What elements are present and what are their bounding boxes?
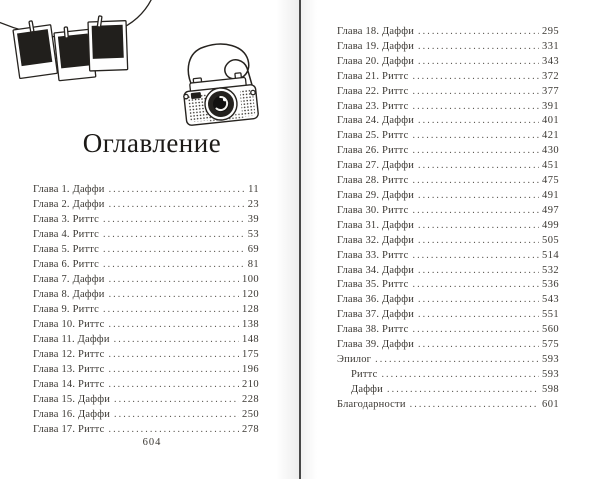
dot-leader <box>103 227 245 242</box>
toc-row <box>337 353 559 368</box>
toc-entry-label: Глава 37. Даффи <box>337 309 415 321</box>
dot-leader <box>418 189 539 204</box>
toc-entry-page: 278 <box>242 424 259 435</box>
dot-leader <box>418 219 539 234</box>
dot-leader <box>375 353 539 368</box>
toc-row <box>337 25 559 40</box>
toc-entry-label: Глава 7. Даффи <box>33 274 105 285</box>
toc-title: Оглавление <box>82 128 222 158</box>
toc-entry-page: 475 <box>542 175 559 187</box>
toc-entry-page: 505 <box>542 234 559 246</box>
toc-entry-label: Глава 34. Даффи <box>337 264 415 276</box>
toc-entry-label: Глава 38. Риттс <box>337 324 409 336</box>
toc-entry-label: Глава 32. Даффи <box>337 234 415 246</box>
toc-entry-page: 196 <box>242 364 259 375</box>
dot-leader <box>418 55 539 70</box>
toc-row <box>33 242 259 257</box>
toc-row <box>33 212 259 227</box>
toc-row <box>337 85 559 100</box>
toc-entry-label: Глава 28. Риттс <box>337 175 409 187</box>
dot-leader <box>412 70 539 85</box>
toc-row <box>337 383 559 398</box>
dot-leader <box>410 398 539 413</box>
toc-entry-label: Глава 26. Риттс <box>337 145 409 157</box>
toc-entry-label: Глава 14. Риттс <box>33 379 105 390</box>
toc-row <box>33 392 259 407</box>
toc-entry-label: Глава 1. Даффи <box>33 184 105 195</box>
dot-leader <box>103 257 245 272</box>
toc-row <box>337 100 559 115</box>
toc-entry-label: Глава 10. Риттс <box>33 319 105 330</box>
toc-row <box>337 114 559 129</box>
toc-row <box>33 422 259 437</box>
toc-entry-label: Глава 29. Даффи <box>337 189 415 201</box>
toc-entry-page: 451 <box>542 160 559 172</box>
dot-leader <box>412 278 539 293</box>
film-camera-icon <box>182 44 259 126</box>
dot-leader <box>412 100 539 115</box>
dot-leader <box>109 197 245 212</box>
toc-row <box>33 197 259 212</box>
polaroid-photos-clothesline-icon <box>0 0 153 81</box>
toc-entry-label: Глава 39. Даффи <box>337 339 415 351</box>
toc-row <box>337 293 559 308</box>
toc-entry-page: 175 <box>242 349 259 360</box>
toc-row <box>337 264 559 279</box>
toc-entry-label: Глава 9. Риттс <box>33 304 100 315</box>
toc-entry-label: Глава 33. Риттс <box>337 249 409 261</box>
toc-row <box>337 323 559 338</box>
toc-entry-label: Глава 13. Риттс <box>33 364 105 375</box>
toc-entry-label: Глава 35. Риттс <box>337 279 409 291</box>
toc-row <box>337 219 559 234</box>
toc-entry-label: Глава 5. Риттс <box>33 244 100 255</box>
toc-entry-page: 593 <box>542 353 559 365</box>
toc-entry-page: 128 <box>242 304 259 315</box>
toc-row <box>337 234 559 249</box>
toc-entry-page: 69 <box>247 244 259 255</box>
toc-entry-page: 138 <box>242 319 259 330</box>
toc-entry-page: 514 <box>542 249 559 261</box>
dot-leader <box>412 249 539 264</box>
toc-entry-label: Глава 24. Даффи <box>337 115 415 127</box>
toc-entry-page: 560 <box>542 324 559 336</box>
toc-entry-page: 601 <box>542 398 559 410</box>
dot-leader <box>418 25 539 40</box>
toc-entry-label: Глава 12. Риттс <box>33 349 105 360</box>
toc-list-left <box>33 182 259 437</box>
dot-leader <box>381 368 539 383</box>
dot-leader <box>114 392 239 407</box>
toc-entry-page: 250 <box>242 409 259 420</box>
toc-entry-label: Глава 23. Риттс <box>337 100 409 112</box>
dot-leader <box>418 264 539 279</box>
toc-row <box>337 398 559 413</box>
toc-row <box>337 189 559 204</box>
toc-row <box>33 272 259 287</box>
toc-entry-page: 343 <box>542 55 559 67</box>
dot-leader <box>418 293 539 308</box>
toc-entry-label: Глава 19. Даффи <box>337 40 415 52</box>
toc-entry-page: 532 <box>542 264 559 276</box>
dot-leader <box>108 362 239 377</box>
toc-entry-page: 295 <box>542 26 559 37</box>
toc-row <box>337 144 559 159</box>
dot-leader <box>412 144 539 159</box>
dot-leader <box>412 174 539 189</box>
toc-entry-page: 543 <box>542 294 559 306</box>
toc-entry-label: Глава 21. Риттс <box>337 70 409 82</box>
toc-entry-page: 23 <box>247 199 259 210</box>
dot-leader <box>412 129 539 144</box>
toc-entry-label: Благодарности <box>337 398 406 410</box>
toc-entry-label: Даффи <box>351 383 383 395</box>
dot-leader <box>418 114 539 129</box>
toc-row <box>337 40 559 55</box>
toc-entry-label: Глава 25. Риттс <box>337 130 409 142</box>
toc-entry-page: 421 <box>542 130 559 142</box>
toc-entry-label: Глава 27. Даффи <box>337 160 415 172</box>
toc-entry-page: 551 <box>542 309 559 321</box>
dot-leader <box>387 383 539 398</box>
toc-row <box>337 55 559 70</box>
dot-leader <box>412 204 539 219</box>
dot-leader <box>103 302 239 317</box>
toc-entry-label: Глава 11. Даффи <box>33 334 110 345</box>
toc-entry-page: 39 <box>247 214 259 225</box>
toc-entry-label: Глава 22. Риттс <box>337 85 409 97</box>
toc-row <box>337 249 559 264</box>
toc-entry-page: 210 <box>242 379 259 390</box>
toc-entry-label: Глава 31. Даффи <box>337 219 415 231</box>
toc-entry-label: Глава 3. Риттс <box>33 214 100 225</box>
toc-entry-page: 228 <box>242 394 259 405</box>
toc-entry-label: Глава 18. Даффи <box>337 26 415 37</box>
dot-leader <box>103 242 245 257</box>
toc-entry-label: Глава 17. Риттс <box>33 424 105 435</box>
toc-entry-page: 575 <box>542 339 559 351</box>
dot-leader <box>109 272 239 287</box>
toc-entry-page: 331 <box>542 40 559 52</box>
toc-entry-page: 148 <box>242 334 259 345</box>
toc-entry-label: Глава 16. Даффи <box>33 409 111 420</box>
toc-entry-label: Глава 8. Даффи <box>33 289 105 300</box>
toc-row <box>33 407 259 422</box>
page-number-footer: 604 <box>142 437 162 448</box>
toc-row <box>33 347 259 362</box>
dot-leader <box>108 422 239 437</box>
toc-row <box>337 70 559 85</box>
toc-entry-page: 593 <box>542 368 559 380</box>
toc-entry-label: Глава 2. Даффи <box>33 199 105 210</box>
toc-row <box>337 368 559 383</box>
toc-row <box>33 287 259 302</box>
toc-entry-label: Глава 15. Даффи <box>33 394 111 405</box>
toc-entry-page: 401 <box>542 115 559 127</box>
dot-leader <box>418 159 539 174</box>
dot-leader <box>109 182 246 197</box>
toc-entry-label: Эпилог <box>337 353 372 365</box>
toc-entry-page: 598 <box>542 383 559 395</box>
toc-entry-label: Риттс <box>351 368 378 380</box>
toc-row <box>33 362 259 377</box>
toc-row <box>33 257 259 272</box>
dot-leader <box>108 377 239 392</box>
toc-row <box>337 174 559 189</box>
toc-entry-page: 11 <box>248 184 259 195</box>
toc-entry-label: Глава 30. Риттс <box>337 204 409 216</box>
page-curve-shadow-left <box>276 0 299 479</box>
toc-row <box>337 159 559 174</box>
toc-entry-page: 536 <box>542 279 559 291</box>
toc-row <box>33 377 259 392</box>
toc-row <box>337 338 559 353</box>
toc-row <box>337 204 559 219</box>
toc-row <box>337 278 559 293</box>
dot-leader <box>108 347 239 362</box>
dot-leader <box>114 332 239 347</box>
toc-row <box>337 308 559 323</box>
dot-leader <box>412 323 539 338</box>
toc-entry-page: 499 <box>542 219 559 231</box>
toc-entry-page: 100 <box>242 274 259 285</box>
toc-entry-page: 430 <box>542 145 559 157</box>
dot-leader <box>114 407 239 422</box>
toc-row <box>33 317 259 332</box>
left-page <box>0 0 299 479</box>
toc-row <box>33 182 259 197</box>
toc-row <box>33 227 259 242</box>
dot-leader <box>418 308 539 323</box>
toc-row <box>33 302 259 317</box>
toc-entry-label: Глава 20. Даффи <box>337 55 415 67</box>
right-page <box>301 0 600 479</box>
toc-entry-page: 377 <box>542 85 559 97</box>
toc-entry-label: Глава 6. Риттс <box>33 259 100 270</box>
dot-leader <box>412 85 539 100</box>
toc-entry-label: Глава 36. Даффи <box>337 294 415 306</box>
toc-list-right <box>337 25 559 413</box>
dot-leader <box>108 317 239 332</box>
toc-entry-label: Глава 4. Риттс <box>33 229 100 240</box>
toc-entry-page: 120 <box>242 289 259 300</box>
toc-entry-page: 81 <box>247 259 259 270</box>
toc-entry-page: 391 <box>542 100 559 112</box>
dot-leader <box>418 40 539 55</box>
toc-entry-page: 491 <box>542 189 559 201</box>
dot-leader <box>418 234 539 249</box>
toc-row <box>33 332 259 347</box>
dot-leader <box>418 338 539 353</box>
toc-row <box>337 129 559 144</box>
toc-entry-page: 372 <box>542 70 559 82</box>
toc-entry-page: 497 <box>542 204 559 216</box>
dot-leader <box>103 212 245 227</box>
toc-entry-page: 53 <box>247 229 259 240</box>
dot-leader <box>109 287 239 302</box>
